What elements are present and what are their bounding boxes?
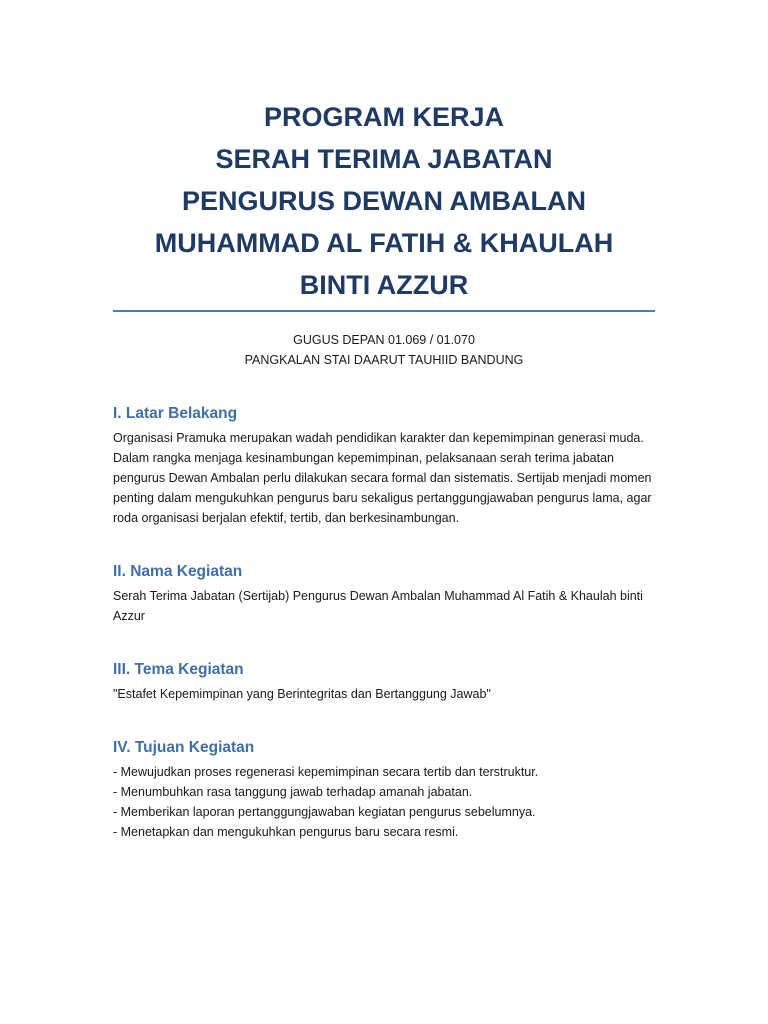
section-body: Organisasi Pramuka merupakan wadah pendidikan karakter dan kepemimpinan generasi muda. Dalam rangka menjaga kesinambungan kepemimpinan, pelaksanaan serah terima jabatan pengurus Dewan Ambalan perlu dilakukan secara formal dan sistematis. Sertijab menjadi momen penting dalam mengukuhkan pengurus baru sekaligus pertanggungjawaban pengurus lama, agar roda organisasi berjalan efektif, tertib, dan berkesinambungan. [113, 431, 652, 525]
list-item: - Menumbuhkan rasa tanggung jawab terhadap amanah jabatan. [113, 785, 473, 799]
section-nama-kegiatan [113, 562, 655, 626]
title-line-5: BINTI AZZUR [299, 270, 469, 300]
list-item: - Menetapkan dan mengukuhkan pengurus baru secara resmi. [113, 825, 459, 839]
title-line-2: SERAH TERIMA JABATAN [215, 144, 553, 174]
section-body: "Estafet Kepemimpinan yang Berintegritas dan Bertanggung Jawab" [113, 687, 491, 701]
document-title [113, 96, 655, 312]
list-item: - Memberikan laporan pertanggungjawaban kegiatan pengurus sebelumnya. [113, 805, 536, 819]
section-heading: IV. Tujuan Kegiatan [113, 739, 255, 756]
section-body: Serah Terima Jabatan (Sertijab) Pengurus Dewan Ambalan Muhammad Al Fatih & Khaulah binti Azzur [113, 589, 643, 623]
section-tema-kegiatan [113, 660, 655, 704]
section-heading: II. Nama Kegiatan [113, 563, 243, 580]
document-page [113, 96, 655, 842]
list-item: - Mewujudkan proses regenerasi kepemimpinan secara tertib dan terstruktur. [113, 765, 539, 779]
section-heading: III. Tema Kegiatan [113, 661, 244, 678]
subtitle-line-1: GUGUS DEPAN 01.069 / 01.070 [293, 333, 475, 347]
title-line-4: MUHAMMAD AL FATIH & KHAULAH [154, 228, 614, 258]
subtitle-line-2: PANGKALAN STAI DAARUT TAUHIID BANDUNG [244, 353, 524, 367]
title-line-1: PROGRAM KERJA [263, 102, 505, 132]
document-subtitle [113, 330, 655, 370]
section-latar-belakang [113, 404, 655, 528]
section-tujuan-kegiatan [113, 738, 655, 842]
section-heading: I. Latar Belakang [113, 405, 238, 422]
title-line-3: PENGURUS DEWAN AMBALAN [182, 186, 586, 216]
objective-list [113, 762, 655, 842]
